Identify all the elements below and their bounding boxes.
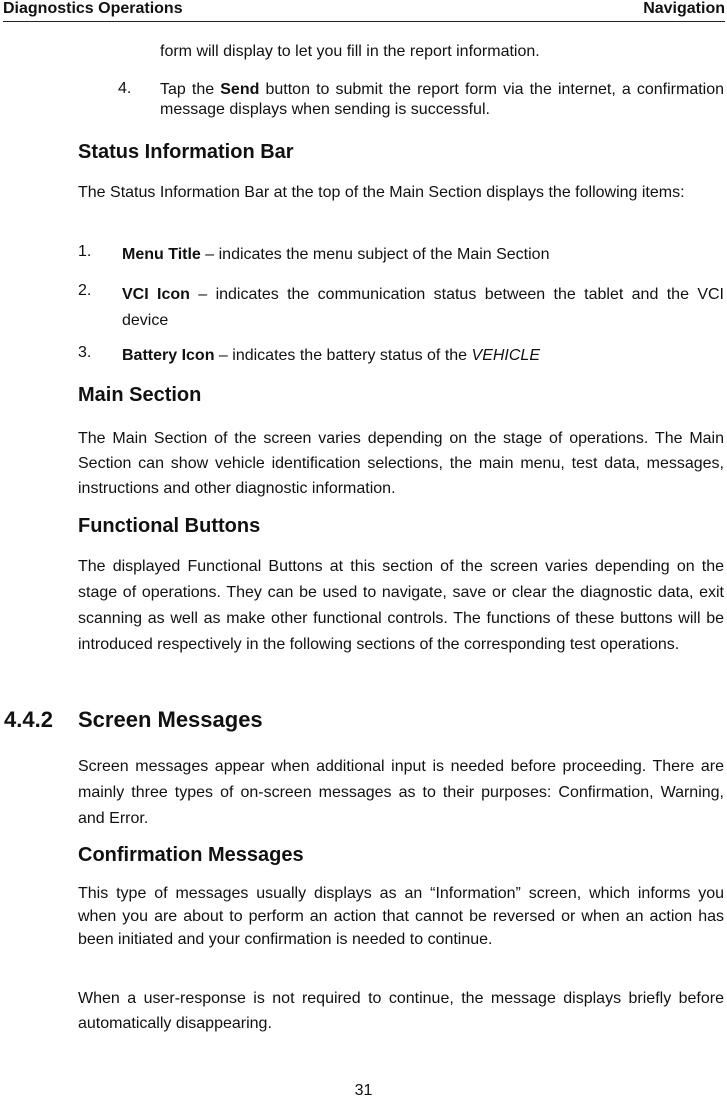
step-continuation: form will display to let you fill in the report information. — [160, 43, 540, 60]
header-section-title: Diagnostics Operations — [3, 0, 183, 17]
step-4-pre: Tap the — [160, 81, 215, 98]
page-header — [3, 0, 725, 22]
menu-title-term: Menu Title — [122, 246, 201, 263]
functional-buttons-text: The displayed Functional Buttons at this section of the screen varies depending on the stage of operations. They can be used to navigate, save or clear the diagnostic data, exit scanning as well as make other functional controls. The functions of these buttons will be introduced respectively in the following sections of the corresponding test operations. — [78, 558, 724, 653]
vci-icon-term: VCI Icon — [122, 286, 190, 303]
confirmation-heading: Confirmation Messages — [78, 844, 304, 866]
send-keyword: Send — [220, 81, 260, 98]
screen-messages-heading — [4, 707, 263, 733]
battery-icon-term: Battery Icon — [122, 347, 215, 364]
item-1-number: 1. — [78, 243, 92, 260]
item-3-text — [122, 344, 724, 367]
functional-buttons-heading: Functional Buttons — [78, 515, 261, 537]
item-1-text — [122, 243, 724, 266]
page-number: 31 — [354, 1082, 373, 1099]
section-number: 4.4.2 — [4, 707, 53, 732]
header-chapter-title: Navigation — [643, 0, 725, 17]
item-3-number: 3. — [78, 344, 92, 361]
status-bar-heading: Status Information Bar — [78, 141, 294, 163]
confirmation-text-1: This type of messages usually displays as an “Information” screen, which informs you when you are about to perform an action that cannot be reversed or when an action has been initiated and your confirmation is needed to continue. — [78, 885, 724, 948]
status-bar-intro: The Status Information Bar at the top of the Main Section displays the following items: — [78, 184, 685, 201]
confirmation-text-2: When a user-response is not required to continue, the message displays briefly before automatically disappearing. — [78, 990, 724, 1032]
step-4-post: button to submit the report form via the internet, a confirmation message displays when sending is successful. — [160, 81, 725, 118]
step-4-text — [160, 80, 724, 120]
item-2-number: 2. — [78, 282, 92, 299]
item-1-desc: – indicates the menu subject of the Main Section — [200, 246, 550, 263]
section-title: Screen Messages — [78, 707, 263, 732]
main-section-text: The Main Section of the screen varies depending on the stage of operations. The Main Section can show vehicle identification selections, the main menu, test data, messages, instructions and other diagnostic information. — [78, 430, 724, 497]
item-3-desc: – indicates the battery status of the — [214, 347, 472, 364]
vehicle-term: VEHICLE — [471, 347, 540, 364]
screen-messages-text: Screen messages appear when additional input is needed before proceeding. There are mainly three types of on-screen messages as to their purposes: Confirmation, Warning, and Error. — [78, 758, 724, 827]
item-2-text — [122, 282, 724, 334]
main-section-heading: Main Section — [78, 384, 202, 406]
item-2-desc: – indicates the communication status between the tablet and the VCI device — [122, 286, 724, 329]
step-4-number: 4. — [118, 80, 132, 97]
